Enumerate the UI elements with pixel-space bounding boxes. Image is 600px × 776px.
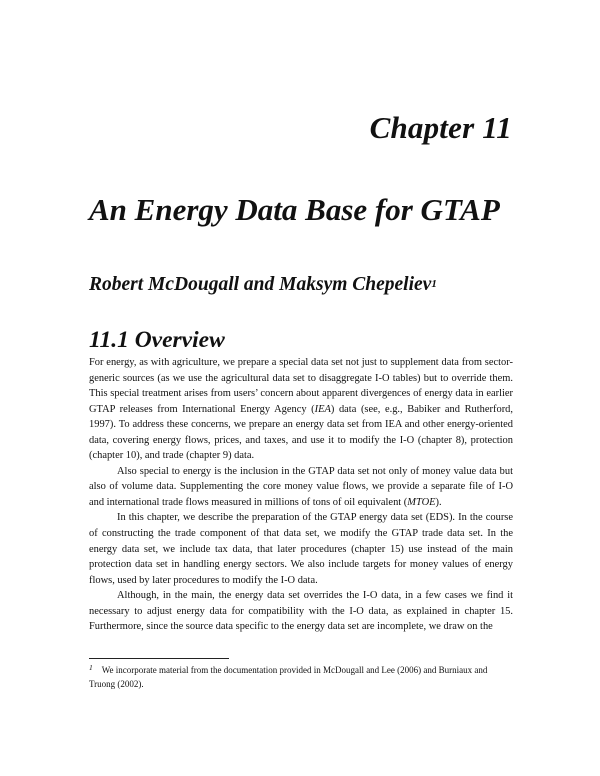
paragraph-2 — [89, 464, 513, 511]
paragraph-2-text-b: ). — [435, 496, 442, 508]
paragraph-3: In this chapter, we describe the preparation of the GTAP energy data set (EDS). In the course of constructing the trade component of that data set, we modify the GTAP trade data set. In the energy data set, we include tax data, that later procedures (chapter 15) use instead of the main protection data set in handling energy sectors. We also include targets for money values of energy flows, used by later procedures to modify the I-O data. — [89, 512, 513, 586]
authors — [89, 274, 437, 296]
paragraph-1 — [89, 355, 513, 464]
footnote-reference[interactable]: 1 — [431, 278, 437, 290]
iea-abbreviation: IEA — [314, 403, 331, 415]
footnote — [89, 664, 513, 691]
paragraph-1-text-a: For energy, as with agriculture, we prepare a special data set not just to supplement data from sector-generic sources (as we use the agricultural data set to disaggregate I-O tables) but to override them. This special treatment arises from users’ concern about apparent divergences of energy data in earlier GTAP releases from International Energy Agency ( — [89, 357, 513, 415]
footnote-mark: 1 — [89, 663, 93, 672]
chapter-title: An Energy Data Base for GTAP — [89, 192, 500, 227]
paragraph-4: Although, in the main, the energy data set overrides the I-O data, in a few cases we find it necessary to adjust energy data for compatibility with the I-O data, as explained in chapter 15. Furthermore, since the source data specific to the energy data set are incomplete, we draw on the — [89, 590, 513, 633]
paragraph-2-text-a: Also special to energy is the inclusion in the GTAP data set not only of money value data but also of volume data. Supplementing the core money value flows, we provide a separate file of I-O and international trade flows measured in millions of tons of oil equivalent ( — [89, 465, 513, 508]
footnote-divider — [89, 658, 229, 659]
chapter-label: Chapter 11 — [369, 110, 512, 145]
author-names: Robert McDougall and Maksym Chepeliev — [89, 274, 432, 295]
mtoe-abbreviation: MTOE — [407, 496, 436, 508]
section-heading: 11.1 Overview — [89, 327, 225, 353]
footnote-text: We incorporate material from the documentation provided in McDougall and Lee (2006) and Burniaux and Truong (2002). — [89, 665, 488, 689]
paragraph-1-text-b: ) data (see, e.g., Babiker and Rutherford, 1997). To address these concerns, we prepare an energy data set from IEA and other energy-oriented data, covering energy flows, prices, and taxes, and use it to modify the I-O (chapter 8), protection (chapter 10), and trade (chapter 9) data. — [89, 403, 513, 462]
body-text — [89, 355, 513, 635]
